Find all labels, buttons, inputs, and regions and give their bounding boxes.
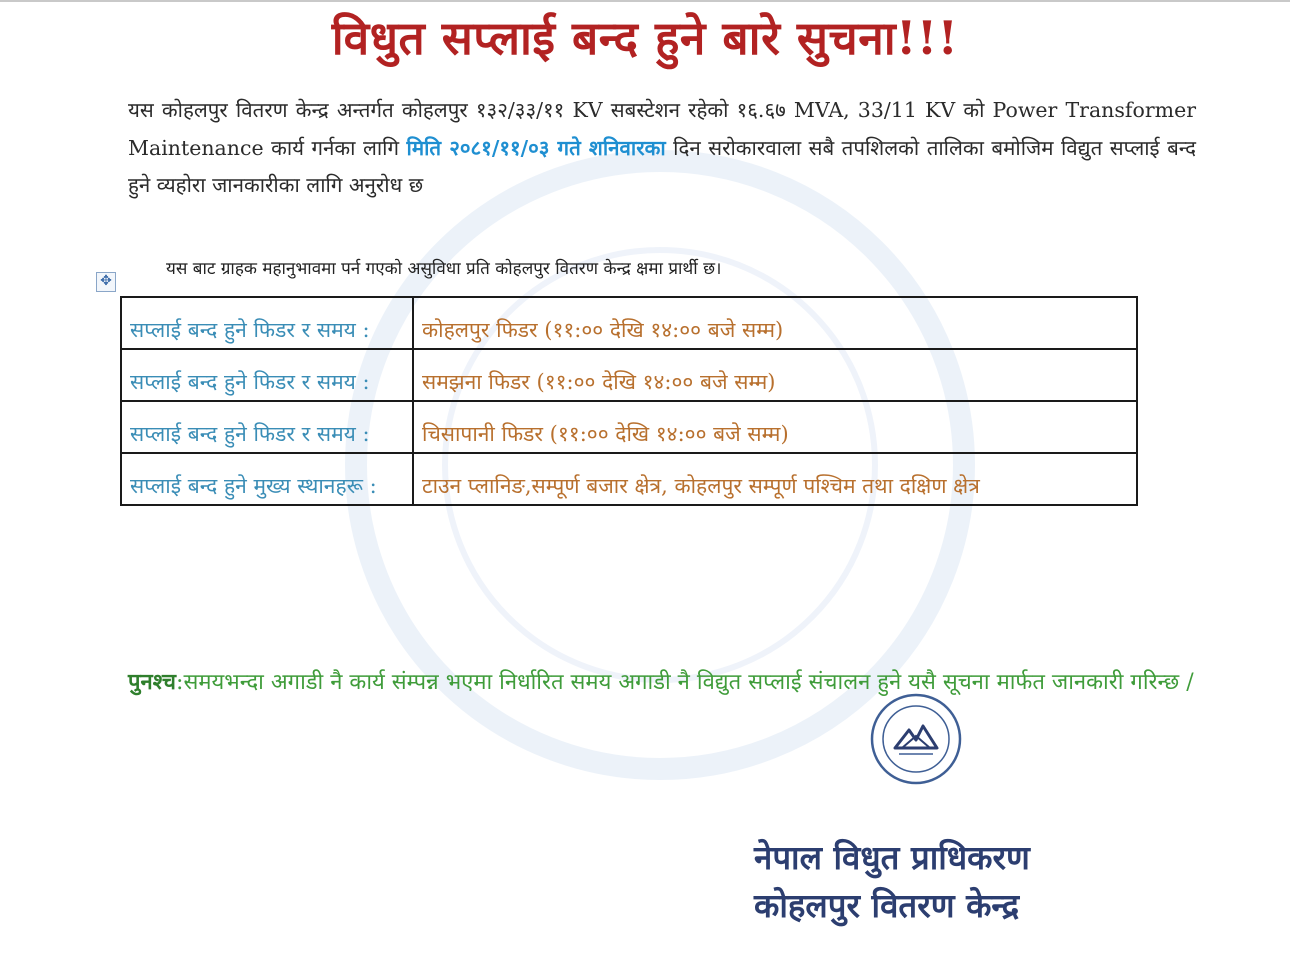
postscript-note [128,660,1200,705]
table-row [121,453,1137,505]
row-label: सप्लाई बन्द हुने फिडर र समय : [121,401,413,453]
signature-office-name: कोहलपुर वितरण केन्द्र [754,886,1020,925]
signature-block [754,834,1030,930]
apology-text: यस बाट ग्राहक महानुभावमा पर्न गएको असुविधा प्रति कोहलपुर वितरण केन्द्र क्षमा प्रार्थी छ। [166,259,722,279]
row-value: कोहलपुर फिडर (११:०० देखि १४:०० बजे सम्म) [413,297,1137,349]
table-row [121,349,1137,401]
row-value: चिसापानी फिडर (११:०० देखि १४:०० बजे सम्म) [413,401,1137,453]
outage-schedule-table [120,296,1138,506]
postscript-label: पुनश्च [128,669,177,695]
table-move-handle-icon[interactable]: ✥ [96,272,116,292]
intro-text-end: दिन सरोकारवाला सबै तपशिलको तालिका बमोजिम विद्युत सप्लाई बन्द हुने व्यहोरा जानकारीका लागि अनुरोध छ [128,135,1197,197]
row-label: सप्लाई बन्द हुने मुख्य स्थानहरू : [121,453,413,505]
row-label: सप्लाई बन्द हुने फिडर र समय : [121,349,413,401]
intro-paragraph [128,92,1196,205]
row-label: सप्लाई बन्द हुने फिडर र समय : [121,297,413,349]
table-row [121,401,1137,453]
postscript-text: :समयभन्दा अगाडी नै कार्य संम्पन्न भएमा निर्धारित समय अगाडी नै विद्युत सप्लाई संचालन हुने यसै सूचना मार्फत जानकारी गरिन्छ / [176,670,1194,695]
table-row [121,297,1137,349]
notice-title: विधुत सप्लाई बन्द हुने बारे सुचना!!! [331,11,959,65]
row-value: टाउन प्लानिङ,सम्पूर्ण बजार क्षेत्र, कोहलपुर सम्पूर्ण पश्चिम तथा दक्षिण क्षेत्र [413,453,1137,505]
intro-text-start: यस कोहलपुर वितरण केन्द्र अन्तर्गत कोहलपुर १३२/३३/११ KV सबस्टेशन रहेको १६.६७ MVA, 33/11 KV को Power Transformer Maintenance कार्य गर्नका लागि [128,98,1196,160]
nea-seal-logo [869,692,963,786]
outage-date: मिति २०८१/११/०३ गते शनिवारका [406,135,666,160]
signature-org-name: नेपाल विधुत प्राधिकरण [754,838,1030,877]
top-border [0,0,1290,2]
row-value: समझना फिडर (११:०० देखि १४:०० बजे सम्म) [413,349,1137,401]
